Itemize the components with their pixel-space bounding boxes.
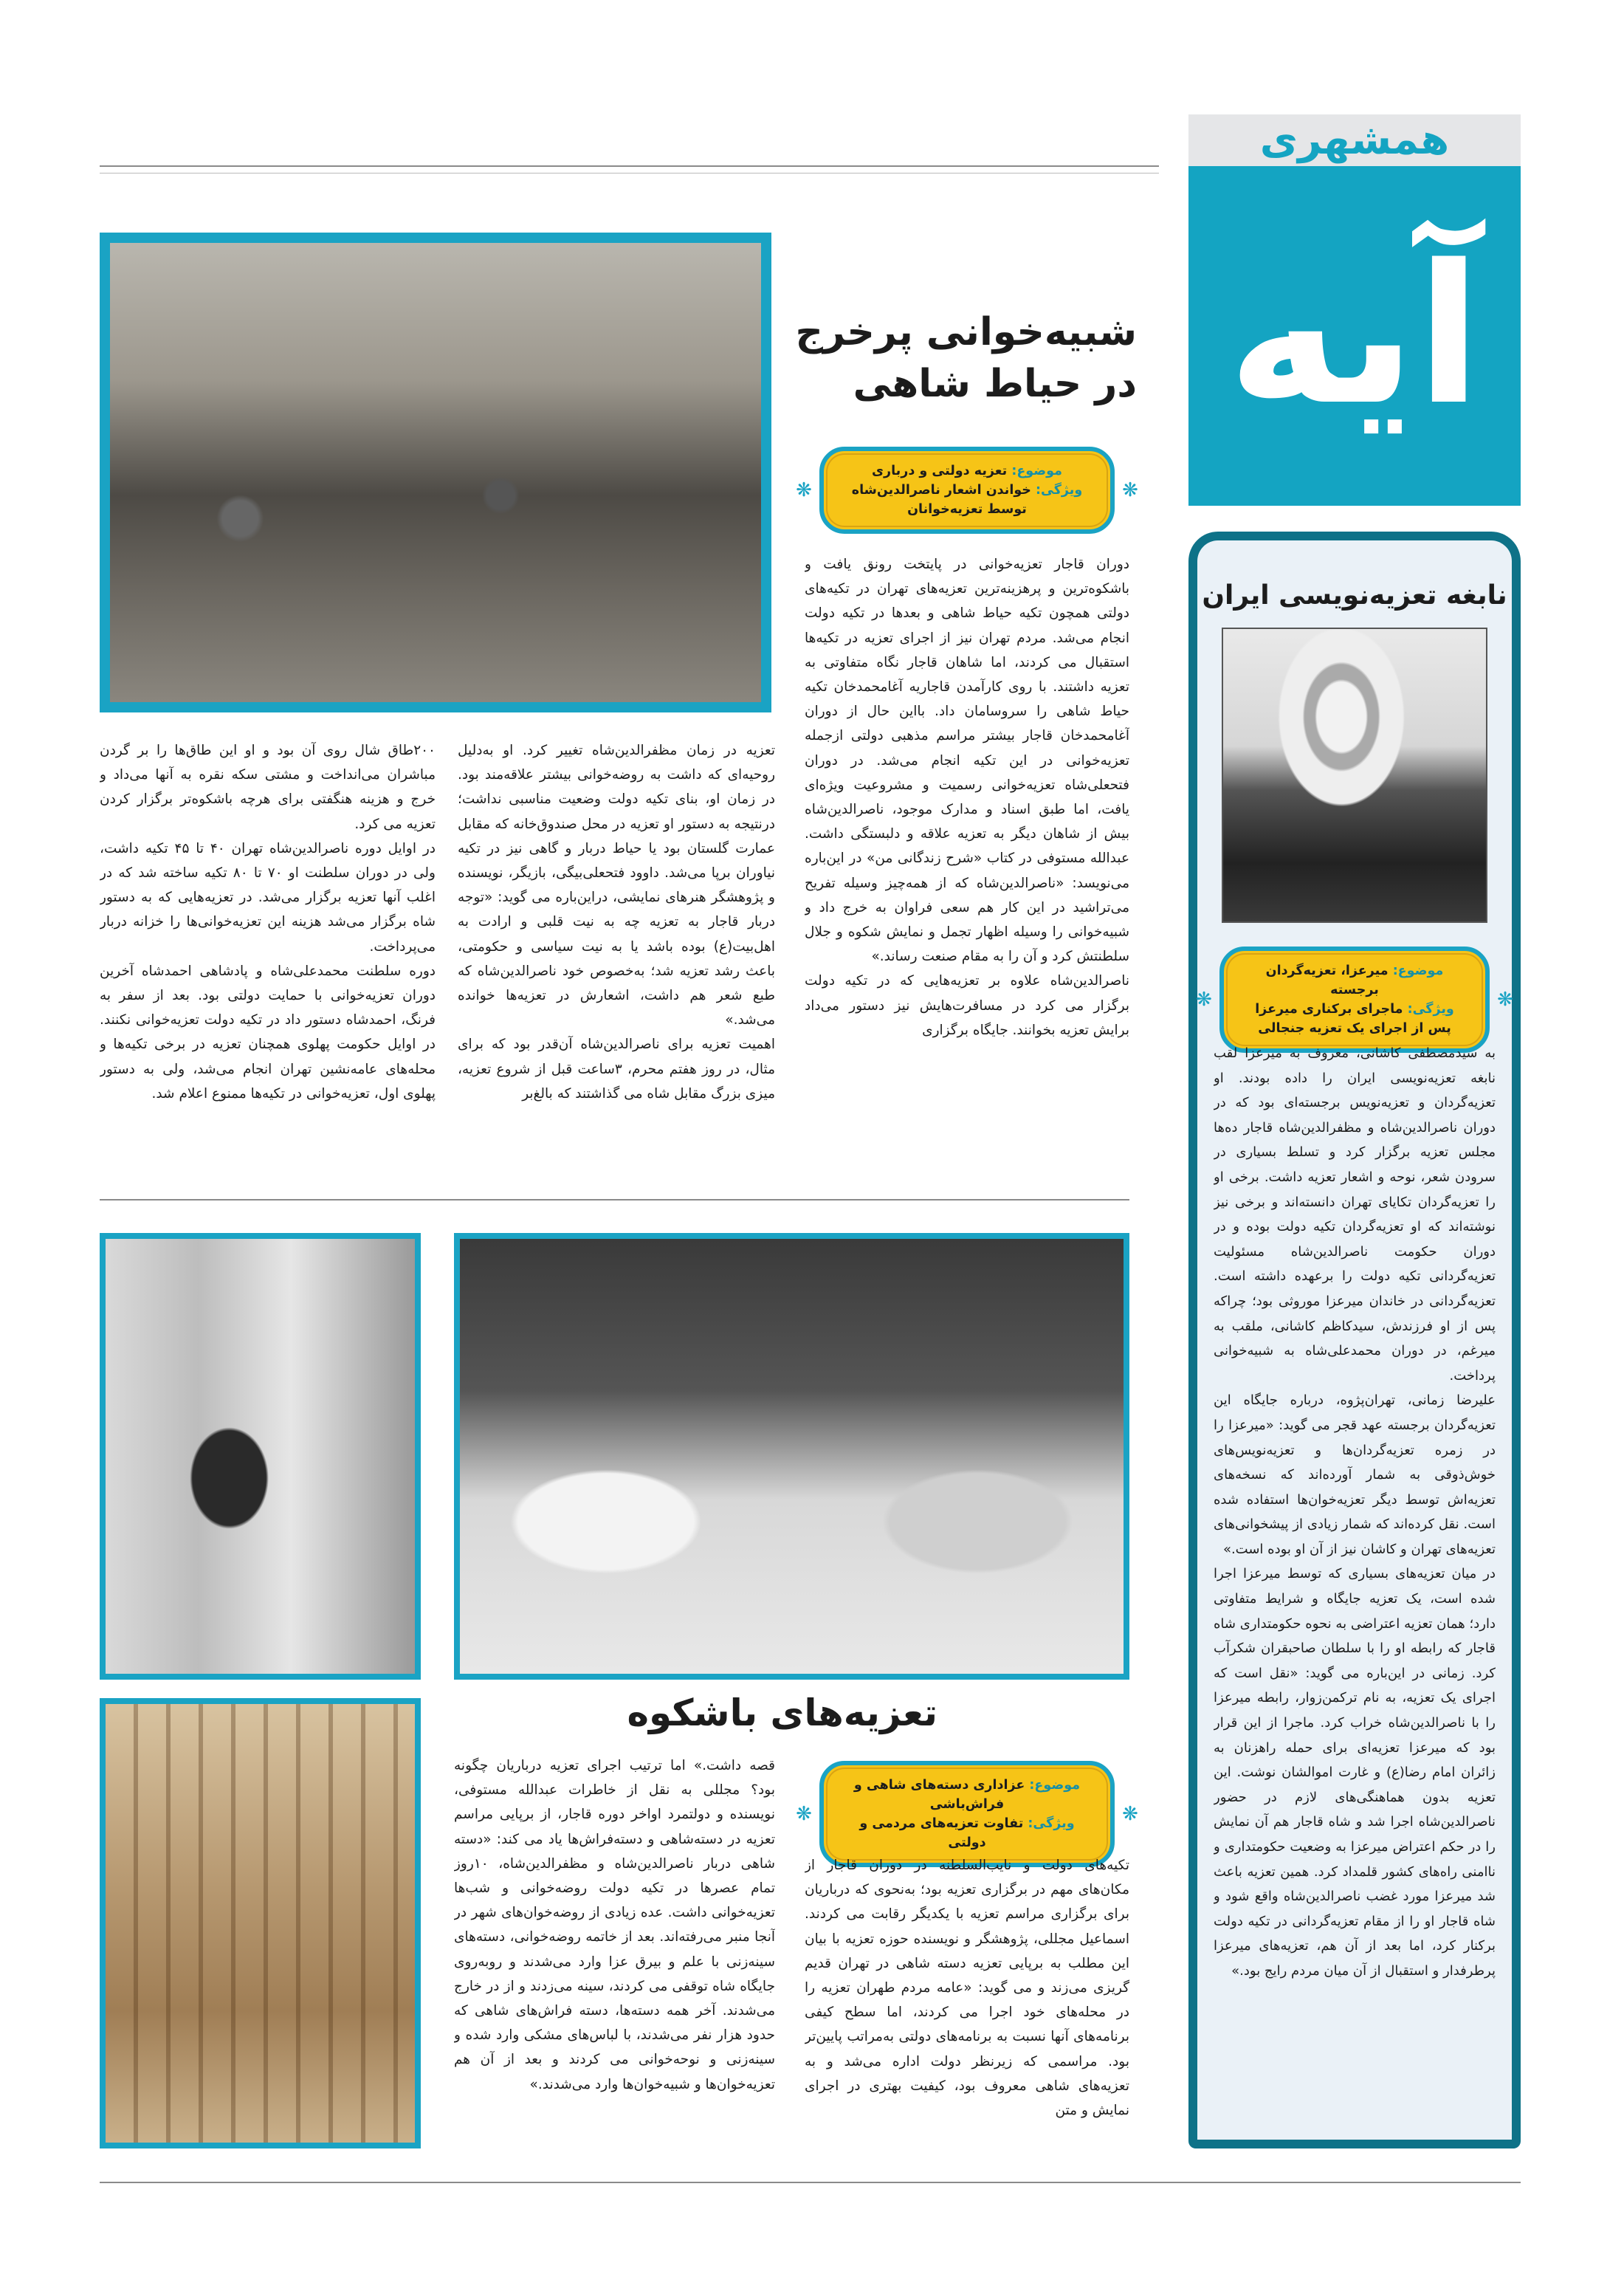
ornament-icon: ❋ bbox=[796, 479, 812, 501]
article-title bbox=[782, 306, 1137, 410]
article-column bbox=[458, 738, 775, 1174]
sidebar-info-badge bbox=[1196, 947, 1513, 1053]
article-title: تعزیه‌های باشکوه bbox=[627, 1691, 937, 1734]
badge-subject: عزاداری دسته‌های شاهی و فراش‌باشی bbox=[853, 1778, 1025, 1812]
sidebar-title: نابغه تعزیه‌نویسی ایران bbox=[1202, 580, 1507, 611]
section-logo-aye: آیه bbox=[1227, 224, 1482, 447]
article-column bbox=[805, 552, 1129, 1172]
badge-subject-label: موضوع: bbox=[1011, 464, 1062, 478]
paragraph: در میان تعزیه‌های بسیاری که توسط میرعزا اجرا شده است، یک تعزیه جایگاه و شرایط متفاوتی دارد؛ همان تعزیه اعتراضی به نحوه حکومتداری شاه قاجار که رابطه او را با سلطان صاحبقران شکرآب کرد. زمانی در این‌باره می گوید: «نقل است که اجرای یک تعزیه، به نام ترکمن‌زوار، رابطه میرعزا را با ناصرالدین‌شاه خراب کرد. ماجرا از این قرار بود که میرعزا تعزیه‌ای برای حمله راهزنان به زائران امام رضا(ع) و غارت اموالشان نوشت. این تعزیه بدون هماهنگی‌های لازم در حضور ناصرالدین‌شاه اجرا شد و شاه قاجار هم آن نمایش را در حکم اعتراض میرعزا به وضعیت حکومتداری و ناامنی راه‌های کشور قلمداد کرد. همین تعزیه باعث شد میرعزا مورد غضب ناصرالدین‌شاه واقع شود و شاه قاجار او را از مقام تعزیه‌گردانی در تکیه دولت برکنار کرد، اما بعد از آن هم، تعزیه‌های میرعزا پرطرفدار و استقبال از آن میان مردم رایج بود.» bbox=[1214, 1566, 1496, 1979]
article-column bbox=[805, 1853, 1129, 2156]
badge-feature-label: ویژگی: bbox=[1036, 483, 1083, 498]
article-info-badge bbox=[796, 447, 1138, 534]
paragraph: اهمیت تعزیه برای ناصرالدین‌شاه آن‌قدر بود که برای مثال، در روز هفتم محرم، ۳ساعت قبل از شروع تعزیه، میزی بزرگ مقابل شاه می گذاشتند که بالغ‌بر bbox=[458, 1037, 775, 1102]
standard-bearer-photo bbox=[100, 1233, 421, 1680]
paragraph: به سیدمصطفی کاشانی، معروف به میرعزا لقب نابغه تعزیه‌نویسی ایران را داده بودند. او تعزیه‌گردان و تعزیه‌نویس برجسته‌ای بود که در دوران ناصرالدین‌شاه و مظفرالدین‌شاه قاجار ده‌ها مجلس تعزیه برگزار کرد و تسلط بسیاری در سرودن شعر، نوحه و اشعار تعزیه داشت. برخی او را تعزیه‌گردان تکایای تهران دانسته‌اند و برخی نیز نوشته‌اند که او تعزیه‌گردان تکیه دولت بوده و در دوران حکومت ناصرالدین‌شاه مسئولیت تعزیه‌گردانی تکیه دولت را برعهده داشته است. تعزیه‌گردانی در خاندان میرعزا موروثی بود؛ چراکه پس از او فرزندش، سیدکاظم کاشانی، ملقب به میرغم، در دوران محمدعلی‌شاه به شبیه‌خوانی پرداخت. bbox=[1214, 1045, 1496, 1384]
horses-procession-photo bbox=[454, 1233, 1129, 1680]
masthead-logo bbox=[1188, 114, 1521, 506]
article-column bbox=[100, 738, 436, 1174]
article-column bbox=[454, 1753, 775, 2156]
paragraph: علیرضا زمانی، تهران‌پژوه، درباره جایگاه این تعزیه‌گردان برجسته عهد قجر می گوید: «میرعزا را در زمره تعزیه‌گردان‌ها و تعزیه‌نویس‌های خوش‌ذوقی به شمار آورده‌اند که نسخه‌های تعزیه‌اش توسط دیگر تعزیه‌خوان‌ها استفاده شده است. نقل کرده‌اند که شمار زیادی از پیشخوانی‌های تعزیه‌های تهران و کاشان نیز از آن او بوده است.» bbox=[1214, 1392, 1496, 1557]
ornament-icon: ❋ bbox=[1196, 989, 1212, 1011]
paragraph: ناصرالدین‌شاه علاوه بر تعزیه‌هایی که در تکیه دولت برگزار می کرد در مسافرت‌هایش نیز دستور می‌داد برایش تعزیه بخوانند. جایگاه برگزاری bbox=[805, 973, 1129, 1038]
paragraph: قصه داشت.» اما ترتیب اجرای تعزیه درباریان چگونه بود؟ مجللی به نقل از خاطرات عبدالله مستوفی، نویسنده و دولتمرد اواخر دوره قاجار، از برپایی مراسم تعزیه در دسته‌شاهی و دسته‌فراش‌ها یاد می کند: «دسته شاهی دربار ناصرالدین‌شاه و مظفرالدین‌شاه، ۱۰روز تمام عصرها در تکیه دولت روضه‌خوانی و شب‌ها تعزیه‌خوانی داشت. عده زیادی از روضه‌خوان‌های شهر در آنجا منبر می‌رفته‌اند. بعد از خاتمه روضه‌خوانی، دسته‌های سینه‌زنی با علم و بیرق عزا وارد می‌شدند و روبه‌روی جایگاه شاه توقفی می کردند، سینه می‌زدند و از در خارج می‌شدند. آخر همه دسته‌ها، دسته فراش‌های شاهی که حدود هزار نفر می‌شدند، با لباس‌های مشکی وارد شده و سینه‌زنی و نوحه‌خوانی می کردند و بعد از آن هم تعزیه‌خوان‌ها و شبیه‌خوان‌ها وارد می‌شدند.» bbox=[454, 1758, 775, 2092]
badge-subject: تعزیه دولتی و درباری bbox=[871, 464, 1008, 478]
paragraph: دوران قاجار تعزیه‌خوانی در پایتخت رونق یافت و باشکوه‌ترین و پرهزینه‌ترین تعزیه‌های تهران در تکیه‌های دولتی همچون تکیه حیاط شاهی و بعدها در تکیه دولت انجام می‌شد. مردم تهران نیز از اجرای تعزیه در تکیه‌ها استقبال می کردند، اما شاهان قاجار نگاه متفاوتی به تعزیه داشتند. با روی کارآمدن قاجاریه آغامحمدخان تکیه حیاط شاهی را سروسامان داد. بااین حال از دوران آغامحمدخان قاجار بیشتر مراسم مذهبی دولتی ازجمله تعزیه‌خوانی در این تکیه انجام می‌شد. در دوران فتحعلی‌شاه تعزیه‌خوانی رسمیت و مشروعیت ویژه‌ای یافت، اما طبق اسناد و مدارک موجود، ناصرالدین‌شاه بیش از شاهان دیگر به تعزیه علاقه و دلبستگی داشت. عبدالله مستوفی در کتاب «شرح زندگانی من» در این‌باره می‌نویسد: «ناصرالدین‌شاه که از همه‌چیز وسیله تفریح می‌تراشید در این کار هم سعی فراوان به خرج داد و شبیه‌خوانی را وسیله اظهار تجمل و نمایش شکوه و جلال سلطنتش کرد و آن را به مقام صنعت رساند.» bbox=[805, 557, 1129, 965]
title-line: شبیه‌خوانی پرخرج bbox=[795, 310, 1137, 354]
ornament-icon: ❋ bbox=[796, 1803, 812, 1825]
ornament-icon: ❋ bbox=[1122, 1803, 1138, 1825]
badge-feature-label: ویژگی: bbox=[1028, 1816, 1075, 1831]
paragraph: تکیه‌های دولت و نایب‌السلطنه در دوران قاجار از مکان‌های مهم در برگزاری تعزیه بود؛ به‌نحوی که درباریان برای برگزاری مراسم تعزیه با یکدیگر رقابت می کردند. اسماعیل مجللی، پژوهشگر و نویسنده حوزه تعزیه با بیان این مطلب به برپایی تعزیه دسته شاهی در تهران قدیم گریزی می‌زند و می گوید: «عامه مردم طهران تعزیه را در محله‌های خود اجرا می کردند، اما سطح کیفی برنامه‌های آنها نسبت به برنامه‌های دولتی به‌مراتب پایین‌تر بود. مراسمی که زیرنظر دولت اداره می‌شد و به تعزیه‌های شاهی معروف بود، کیفیت بهتری در اجرای نمایش و متن bbox=[805, 1858, 1129, 2119]
badge-subject: میرعزا، تعزیه‌گردان برجسته bbox=[1265, 963, 1389, 997]
paragraph: تعزیه در زمان مظفرالدین‌شاه تغییر کرد. او به‌دلیل روحیه‌ای که داشت به روضه‌خوانی بیشتر علاقه‌مند بود. در زمان او، بنای تکیه دولت وضعیت مناسبی نداشت؛ درنتیجه به دستور او تعزیه در محل صندوق‌خانه که مقابل عمارت گلستان بود یا حیاط دربار و گاهی نیز در تکیه نیاوران برپا می‌شد. داوود فتحعلی‌بیگی، بازیگر، نویسنده و پژوهشگر هنرهای نمایشی، دراین‌باره می گوید: «توجه دربار قاجار به تعزیه چه به نیت قلبی و ارادت به اهل‌بیت(ع) بوده باشد یا به نیت سیاسی و حکومتی، باعث رشد تعزیه شد؛ به‌خصوص خود ناصرالدین‌شاه که طبع شعر هم داشت، اشعارش در تعزیه‌ها خوانده می‌شد.» bbox=[458, 743, 775, 1028]
section-divider bbox=[100, 1199, 1129, 1200]
badge-feature: تفاوت تعزیه‌های مردمی و دولتی bbox=[859, 1816, 1024, 1850]
badge-feature: خواندن اشعار ناصرالدین‌شاه توسط تعزیه‌خوانان bbox=[851, 483, 1031, 517]
badge-subject-label: موضوع: bbox=[1029, 1778, 1081, 1793]
tekyeh-interior-photo bbox=[100, 1698, 421, 2148]
title-line: در حیاط شاهی bbox=[853, 362, 1137, 406]
ornament-icon: ❋ bbox=[1122, 479, 1138, 501]
sidebar-portrait-photo bbox=[1222, 628, 1487, 923]
header-rule-thin bbox=[100, 173, 1159, 174]
sidebar-body bbox=[1214, 1041, 1496, 2119]
sidebar-box bbox=[1188, 532, 1521, 2148]
paragraph: دوره سلطنت محمدعلی‌شاه و پادشاهی احمدشاه آخرین دوران تعزیه‌خوانی با حمایت دولتی بود. بعد از سفر به فرنگ، احمدشاه دستور داد در تکیه دولت تعزیه‌خوانی نکنند. در اوایل حکومت پهلوی همچنان تعزیه در برخی تکیه‌ها و محله‌های عامه‌نشین تهران انجام می‌شد، ولی به دستور پهلوی اول، تعزیه‌خوانی در تکیه‌ها ممنوع اعلام شد. bbox=[100, 963, 436, 1102]
paragraph: در اوایل دوره ناصرالدین‌شاه تهران ۴۰ تا ۴۵ تکیه داشت، ولی در دوران سلطنت او ۷۰ تا ۸۰ تکیه ساخته شد که در اغلب آنها تعزیه برگزار می‌شد. در تعزیه‌هایی که به دستور شاه برگزار می‌شد هزینه این تعزیه‌خوانی‌ها را خزانه دربار می‌پرداخت. bbox=[100, 840, 436, 955]
badge-subject-label: موضوع: bbox=[1392, 963, 1444, 978]
masthead-brand: همشهری bbox=[1188, 114, 1521, 166]
paragraph: ۲۰۰طاق شال روی آن بود و او این طاق‌ها را بر گردن مباشران می‌انداخت و مشتی سکه نقره به آنها می‌داد و خرج و هزینه هنگفتی برای هرچه باشکوه‌تر برگزار کردن تعزیه می کرد. bbox=[100, 743, 436, 832]
badge-feature-label: ویژگی: bbox=[1407, 1002, 1454, 1017]
header-rule bbox=[100, 165, 1159, 167]
footer-rule bbox=[100, 2182, 1521, 2183]
article-info-badge bbox=[796, 1761, 1138, 1867]
badge-feature: ماجرای برکناری میرعزا پس از اجرای یک تعزیه جنجالی bbox=[1255, 1002, 1451, 1036]
band-group-photo bbox=[100, 233, 771, 712]
ornament-icon: ❋ bbox=[1497, 989, 1513, 1011]
